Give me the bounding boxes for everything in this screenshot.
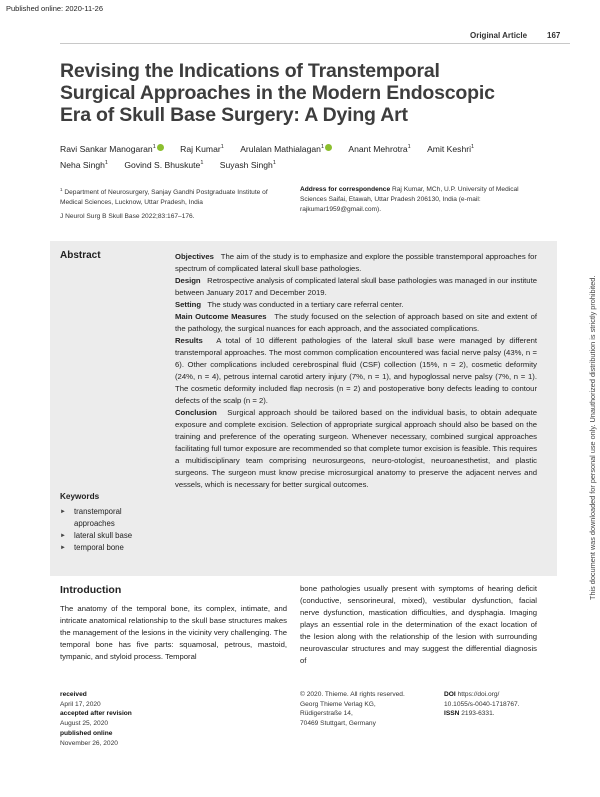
keyword-item: ► transtemporal approaches	[60, 506, 160, 530]
abstract-design	[175, 275, 537, 299]
introduction-column-1: The anatomy of the temporal bone, its complex, intimate, and intricate anatomical relationship to the skull base structures makes the management of the lesions in the vicinity very challenging. The temporal bone has five parts: squamosal, petrous, mastoid, tympanic, and styloid process. Temporal	[60, 604, 287, 661]
article-title: Revising the Indications of Transtemporal Surgical Approaches in the Modern Endoscopic Era of Skull Base Surgery: A Dying Art	[60, 60, 495, 126]
author-name: Neha Singh	[60, 159, 105, 170]
author-name: Arulalan Mathialagan	[240, 143, 321, 154]
doi-value[interactable]: 10.1055/s-0040-1718767.	[444, 700, 520, 708]
keywords-heading: Keywords	[60, 492, 100, 501]
doi-link[interactable]: https://doi.org/	[457, 691, 500, 698]
author-name: Anant Mehrotra	[348, 143, 408, 154]
copyright-line: 70469 Stuttgart, Germany	[300, 720, 376, 728]
author-affil-marker: 1	[200, 159, 204, 166]
page-number: 167	[547, 31, 561, 40]
received-label: received	[60, 691, 87, 698]
section-label: Objectives	[175, 252, 214, 261]
author-affil-marker: 1	[471, 144, 475, 150]
author-affil-marker: 1	[220, 144, 224, 150]
download-notice: This document was downloaded for personal use only. Unauthorized distribution is strictly prohibited.	[588, 275, 597, 600]
copyright-line: Georg Thieme Verlag KG,	[300, 700, 376, 708]
abstract-main-outcome	[175, 311, 537, 335]
abstract-setting	[175, 299, 537, 311]
author[interactable]	[427, 140, 474, 156]
author-name: Suyash Singh	[219, 159, 273, 170]
copyright-line: © 2020. Thieme. All rights reserved.	[300, 691, 405, 698]
article-dates	[60, 690, 240, 748]
author-name: Raj Kumar	[180, 143, 221, 154]
abstract-heading: Abstract	[60, 250, 101, 261]
keyword-item: ► temporal bone	[60, 542, 160, 554]
author[interactable]	[60, 156, 108, 172]
received-date: April 17, 2020	[60, 700, 101, 708]
author-affil-marker: 1	[320, 144, 324, 150]
introduction-column-2: bone pathologies usually present with symptoms of hearing deficit (conductive, sensorineural, mixed), vestibular dysfunction, facial nerve dysfunction, mastication difficulties, and dysphagia. Imaging plays an essential role in the determination of the exact location of the lesion along with the relationship of the lesion with surrounding neurovascular structures and may suggest the differential diagnosis of	[300, 584, 537, 665]
copyright-line: Rüdigerstraße 14,	[300, 710, 353, 718]
affiliation	[60, 185, 278, 207]
section-text: The study was conducted in a tertiary care referral center.	[207, 300, 404, 309]
author[interactable]	[220, 156, 276, 172]
author-affil-marker: 1	[407, 144, 411, 150]
accepted-date: August 25, 2020	[60, 720, 109, 728]
published-online-note: Published online: 2020-11-26	[6, 4, 104, 13]
introduction-heading: Introduction	[60, 584, 122, 596]
doi-label: DOI	[444, 691, 456, 698]
affil-text: Department of Neurosurgery, Sanjay Gandhi Postgraduate Institute of Medical Sciences, Lucknow, Uttar Pradesh, India	[60, 189, 268, 206]
correspondence-text[interactable]: Raj Kumar, MCh, U.P. University of Medical Sciences Saifai, Etawah, Uttar Pradesh 206130, India (e-mail: rajkumar1959@gmail.com).	[300, 186, 519, 213]
article-type: Original Article	[470, 31, 528, 40]
author[interactable]	[348, 140, 410, 156]
keyword-item: ► lateral skull base	[60, 530, 160, 542]
abstract-body	[175, 251, 537, 491]
header-divider	[60, 43, 570, 44]
journal-reference: J Neurol Surg B Skull Base 2022;83:167–176.	[60, 213, 195, 220]
copyright-block	[300, 690, 430, 729]
affil-marker: 1	[60, 187, 63, 192]
section-text: Retrospective analysis of complicated lateral skull base pathologies was managed in our institute between January 2017 and December 2019.	[175, 276, 537, 297]
author[interactable]	[180, 140, 224, 156]
author-name: Ravi Sankar Manogaran	[60, 143, 153, 154]
section-label: Design	[175, 276, 201, 285]
issn-label: ISSN	[444, 710, 460, 718]
abstract-objectives	[175, 251, 537, 275]
author-affil-marker: 1	[104, 159, 108, 166]
section-label: Setting	[175, 300, 202, 309]
correspondence	[300, 185, 540, 215]
keywords-list	[60, 506, 160, 554]
accepted-label: accepted after revision	[60, 710, 132, 718]
section-label: Main Outcome Measures	[175, 312, 267, 321]
author-name: Govind S. Bhuskute	[124, 159, 201, 170]
published-date: November 26, 2020	[60, 739, 118, 747]
section-label: Results	[175, 336, 203, 345]
author[interactable]	[60, 140, 164, 156]
author-name: Amit Keshri	[427, 143, 472, 154]
author-affil-marker: 1	[152, 144, 156, 150]
section-text: The aim of the study is to emphasize and explore the possible transtemporal approaches for spectrum of complicated lateral skull base pathologies.	[175, 252, 537, 273]
section-text: A total of 10 different pathologies of the lateral skull base were managed by different transtemporal approaches. The most common complication encountered was facial nerve palsy (43%, n = 6). Other complications included cerebrospinal fluid (CSF) collection (15%, n = 2), cosmetic deformity (24%, n = 4), petrous internal carotid artery injury (7%, n = 1), and hypoglossal nerve palsy (7%, n = 1). The cosmetic deformity included flap necrosis (n = 2) and postoperative bony defects leading to contour defects of the scalp (n = 2).	[175, 336, 538, 405]
orcid-icon[interactable]	[325, 144, 332, 151]
abstract-results	[175, 335, 537, 407]
author-list	[60, 140, 540, 172]
doi-block	[444, 690, 564, 719]
correspondence-label: Address for correspondence	[300, 186, 391, 193]
section-text: Surgical approach should be tailored based on the individual basis, to obtain adequate exposure and complete excision. Selection of appropriate surgical approach should also be based on the training and preference of the operating surgeon. Whenever necessary, combined surgical approaches facilitating full tumor exposure are recommended so that complete tumor excision is feasible. This requires a multidisciplinary team comprising neurosurgeons, neuro-otologist, neuroanesthetist, and plastic surgeons. The surgeon must know precise microsurgical anatomy to preserve the adjacent nerves and vessels, which is necessary for better surgical outcomes.	[175, 408, 537, 489]
section-label: Conclusion	[175, 408, 217, 417]
issn-value: 2193-6331.	[461, 710, 495, 718]
abstract-conclusion	[175, 407, 537, 491]
section-text: The study focused on the selection of approach based on site and extent of the pathology, the surgical nuances for each approach, and the associated complications.	[175, 312, 537, 333]
author-affil-marker: 1	[272, 159, 276, 166]
author[interactable]	[124, 156, 203, 172]
orcid-icon[interactable]	[157, 144, 164, 151]
author[interactable]	[240, 140, 332, 156]
published-label: published online	[60, 729, 113, 737]
